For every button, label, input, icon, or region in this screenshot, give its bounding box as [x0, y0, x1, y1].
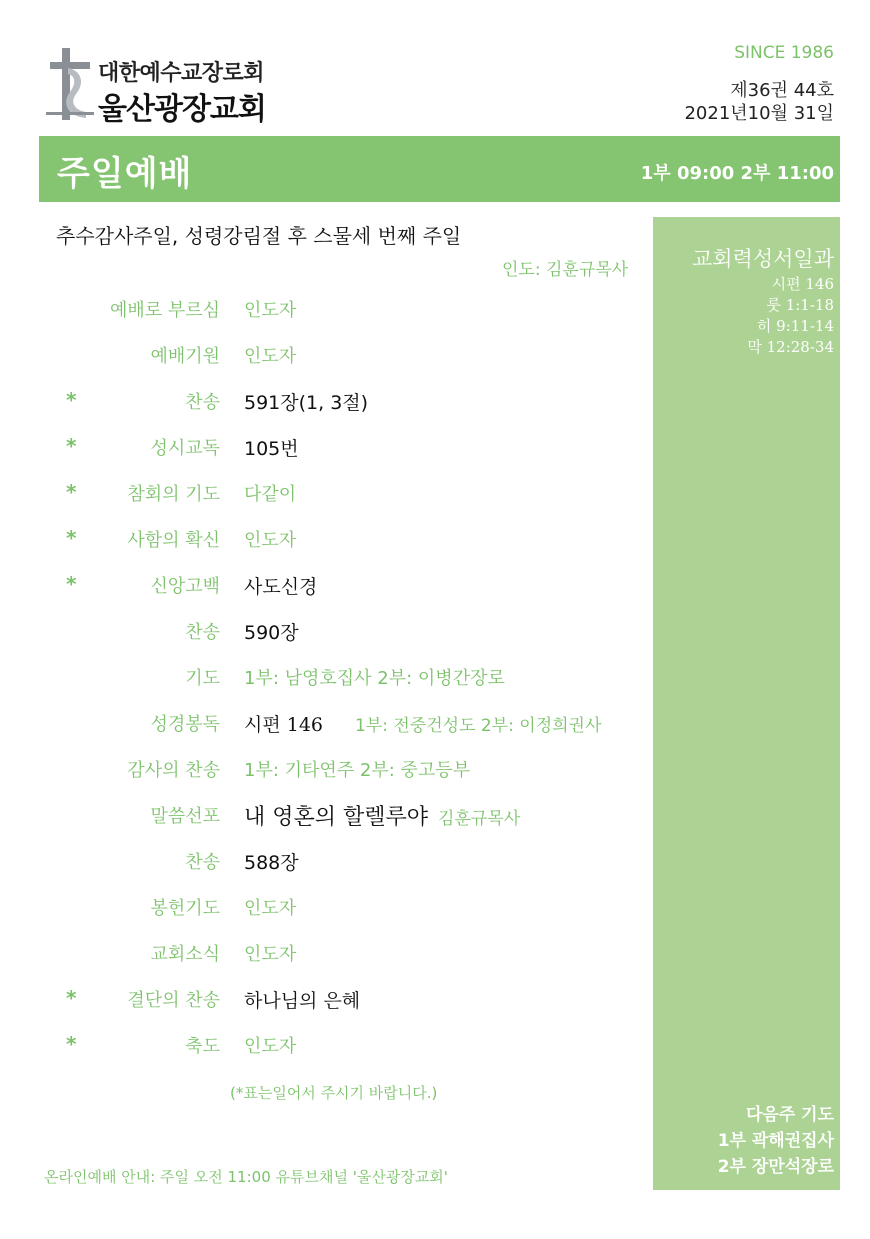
lectionary-sidebar [653, 217, 840, 1190]
order-label: 찬송 [185, 852, 220, 873]
order-value [244, 800, 520, 831]
order-item [0, 984, 640, 1014]
order-value: 1부: 기타연주 2부: 중고등부 [244, 760, 471, 781]
order-value: 인도자 [244, 530, 297, 551]
lectionary-title: 교회력성서일과 [691, 247, 834, 271]
order-label: 예배로 부르심 [109, 300, 220, 321]
stand-marker: * [66, 572, 77, 596]
online-worship-info: 온라인예배 안내: 주일 오전 11:00 유튜브채널 '울산광장교회' [44, 1168, 448, 1186]
order-item [0, 754, 640, 784]
stand-marker: * [66, 388, 77, 412]
order-value [244, 710, 601, 737]
cross-logo-icon [46, 48, 94, 120]
order-value: 인도자 [244, 346, 297, 367]
order-label: 축도 [185, 1036, 220, 1057]
order-item [0, 340, 640, 370]
order-label: 교회소식 [150, 944, 220, 965]
order-label: 성경봉독 [150, 714, 220, 735]
stand-marker: * [66, 480, 77, 504]
order-value: 590장 [244, 622, 299, 644]
stand-marker: * [66, 986, 77, 1010]
order-label: 기도 [185, 668, 220, 689]
preacher-name: 김훈규목사 [438, 809, 521, 829]
standing-note: (*표는일어서 주시기 바랍니다.) [230, 1084, 438, 1102]
order-item [0, 570, 640, 600]
order-label: 결단의 찬송 [127, 990, 220, 1011]
since-label: SINCE 1986 [734, 43, 834, 63]
banner-title: 주일예배 [57, 154, 193, 194]
order-label: 말씀선포 [150, 806, 220, 827]
order-value: 1부: 남영호집사 2부: 이병간장로 [244, 668, 505, 689]
next-week-prayer: 1부 곽해권집사 [717, 1131, 834, 1151]
order-item [0, 708, 640, 738]
order-value: 588장 [244, 852, 299, 874]
service-leader: 인도: 김훈규목사 [502, 260, 629, 280]
order-item [0, 294, 640, 324]
stand-marker: * [66, 434, 77, 458]
order-item [0, 524, 640, 554]
order-item [0, 478, 640, 508]
order-item [0, 616, 640, 646]
order-label: 신앙고백 [150, 576, 220, 597]
service-times: 1부 09:00 2부 11:00 [640, 163, 834, 184]
order-label: 봉헌기도 [150, 898, 220, 919]
order-value: 다같이 [244, 484, 297, 505]
lectionary-reading: 막 12:28-34 [747, 338, 834, 356]
order-item [0, 432, 640, 462]
order-item [0, 386, 640, 416]
volume-number: 제36권 44호 [730, 80, 834, 101]
scripture-passage: 시편 146 [244, 714, 324, 736]
lectionary-reading: 시편 146 [771, 275, 834, 293]
sermon-title: 내 영혼의 할렐루야 [244, 805, 429, 830]
order-label: 성시교독 [150, 438, 220, 459]
order-value: 105번 [244, 438, 299, 460]
church-name: 울산광장교회 [98, 92, 266, 127]
order-value: 하나님의 은혜 [244, 990, 361, 1012]
order-label: 감사의 찬송 [127, 760, 220, 781]
org-denomination: 대한예수교장로회 [98, 61, 265, 86]
order-value: 사도신경 [244, 576, 318, 598]
order-value: 인도자 [244, 1036, 297, 1057]
order-item [0, 662, 640, 692]
order-label: 찬송 [185, 392, 220, 413]
lectionary-reading: 히 9:11-14 [756, 317, 834, 335]
worship-banner [39, 136, 840, 202]
order-value: 인도자 [244, 944, 297, 965]
order-item [0, 938, 640, 968]
scripture-readers: 1부: 전중건성도 2부: 이정희권사 [355, 716, 602, 736]
order-label: 참회의 기도 [127, 484, 220, 505]
order-item [0, 1030, 640, 1060]
order-item [0, 800, 640, 830]
stand-marker: * [66, 526, 77, 550]
order-item [0, 846, 640, 876]
order-value: 591장(1, 3절) [244, 392, 369, 414]
service-subtitle: 추수감사주일, 성령강림절 후 스물세 번째 주일 [56, 224, 462, 248]
order-item [0, 892, 640, 922]
order-value: 인도자 [244, 898, 297, 919]
order-label: 사함의 확신 [127, 530, 220, 551]
order-value: 인도자 [244, 300, 297, 321]
stand-marker: * [66, 1032, 77, 1056]
bulletin-date: 2021년10월 31일 [684, 103, 834, 124]
order-label: 예배기원 [150, 346, 220, 367]
next-week-prayer-title: 다음주 기도 [745, 1105, 834, 1125]
lectionary-reading: 룻 1:1-18 [766, 296, 834, 314]
next-week-prayer: 2부 장만석장로 [717, 1157, 834, 1177]
order-label: 찬송 [185, 622, 220, 643]
